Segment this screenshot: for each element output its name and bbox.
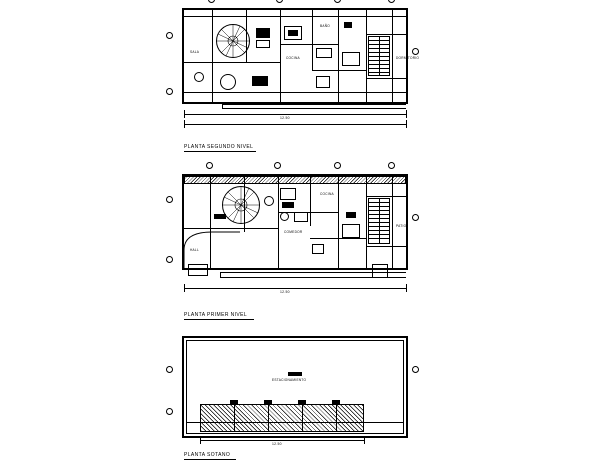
grid-bubble-icon bbox=[412, 48, 419, 55]
plan2-hpartition-1 bbox=[184, 228, 278, 229]
stair-center-line bbox=[379, 198, 380, 244]
grid-bubble-icon bbox=[334, 0, 341, 3]
plan2-dim-label: 12.50 bbox=[280, 290, 290, 294]
plan1-proj-left bbox=[222, 104, 223, 109]
plan1-partition-6 bbox=[366, 10, 367, 102]
plan1-proj-line-a bbox=[222, 104, 406, 105]
plan-first-level bbox=[160, 168, 430, 323]
plan2-hpartition-5 bbox=[366, 246, 408, 247]
plan3-slab-div-1 bbox=[234, 404, 235, 432]
plan2-fixture-7 bbox=[342, 224, 360, 238]
plan1-fixture-5 bbox=[316, 48, 332, 58]
dim-tick bbox=[406, 110, 407, 118]
grid-bubble-icon bbox=[166, 366, 173, 373]
plan2-room-label-3: PATIO bbox=[396, 224, 407, 228]
plan1-hpartition-5 bbox=[366, 78, 408, 79]
plan1-fixture-round bbox=[220, 74, 236, 90]
spiral-stair-spokes bbox=[216, 24, 250, 58]
plan2-room-label-0: HALL bbox=[190, 248, 199, 252]
plan3-room-label: ESTACIONAMIENTO bbox=[272, 378, 307, 382]
plan2-bottom-block-2 bbox=[372, 264, 388, 278]
plan2-fixture-6 bbox=[346, 212, 356, 218]
plan1-room-label-1: COCINA bbox=[286, 56, 300, 60]
grid-bubble-icon bbox=[166, 256, 173, 263]
plan2-hpartition-4 bbox=[366, 196, 408, 197]
grid-bubble-icon bbox=[334, 162, 341, 169]
plan1-title-rule bbox=[184, 151, 256, 152]
dim-tick bbox=[184, 284, 185, 292]
plan1-fixture-9 bbox=[342, 52, 360, 66]
plan2-fixture-2 bbox=[282, 202, 294, 208]
plan1-partition-3 bbox=[280, 10, 281, 102]
plan3-dim-label: 12.50 bbox=[272, 442, 282, 446]
plan1-fixture-round-2 bbox=[194, 72, 204, 82]
plan2-wall-right bbox=[406, 174, 408, 270]
plan2-title-rule bbox=[184, 319, 254, 320]
plan-basement bbox=[160, 330, 430, 460]
dim-tick bbox=[406, 284, 407, 292]
grid-bubble-icon bbox=[206, 162, 213, 169]
plan2-hpartition-3 bbox=[310, 238, 366, 239]
spiral-stair-spokes bbox=[222, 186, 260, 224]
plan2-fixture-3 bbox=[294, 212, 308, 222]
plan1-partition-1 bbox=[212, 10, 213, 102]
plan2-fixture-round-1 bbox=[264, 196, 274, 206]
plan1-room-label-3: DORMITORIO bbox=[396, 56, 420, 60]
plan1-fixture-8 bbox=[344, 22, 352, 28]
plan1-wall-left bbox=[182, 8, 184, 104]
plan1-fixture-1 bbox=[256, 28, 270, 38]
plan2-proj-left bbox=[220, 272, 221, 278]
plan3-title-rule bbox=[184, 459, 236, 460]
grid-bubble-icon bbox=[166, 196, 173, 203]
plan2-partition-4 bbox=[310, 176, 311, 226]
grid-bubble-icon bbox=[388, 162, 395, 169]
plan1-title: PLANTA SEGUNDO NIVEL bbox=[184, 144, 254, 150]
stair-center-line bbox=[379, 36, 380, 76]
plan2-fixture-4 bbox=[214, 214, 226, 219]
plan3-slab-div-3 bbox=[302, 404, 303, 432]
grid-bubble-icon bbox=[208, 0, 215, 3]
plan3-inner-line-right bbox=[403, 340, 404, 434]
plan1-room-label-0: SALA bbox=[190, 50, 200, 54]
plan2-partition-5 bbox=[338, 176, 339, 270]
plan3-wall-top bbox=[182, 336, 408, 338]
plan1-partition-5 bbox=[338, 10, 339, 102]
plan3-slab-marker-1 bbox=[230, 400, 238, 404]
plan1-fixture-2 bbox=[256, 40, 270, 48]
plan1-inner-offset-bottom bbox=[184, 92, 406, 93]
plan3-wall-left bbox=[182, 336, 184, 438]
plan1-hpartition-3 bbox=[312, 70, 366, 71]
plan1-inner-offset-top bbox=[184, 16, 406, 17]
plan3-inner-line-bottom bbox=[186, 433, 404, 434]
grid-bubble-icon bbox=[274, 162, 281, 169]
plan3-slab-div-2 bbox=[268, 404, 269, 432]
plan-second-level bbox=[160, 4, 430, 154]
plan3-parking-slab bbox=[200, 404, 364, 432]
plan2-fixture-5 bbox=[312, 244, 324, 254]
plan3-wall-right bbox=[406, 336, 408, 438]
plan1-partition-7 bbox=[392, 10, 393, 102]
plan3-inner-line-top bbox=[186, 340, 404, 341]
plan2-dim-line-1 bbox=[184, 288, 406, 289]
plan3-slab-marker-3 bbox=[298, 400, 306, 404]
plan3-dim-line-2 bbox=[200, 440, 364, 441]
grid-bubble-icon bbox=[412, 366, 419, 373]
plan1-fixture-4 bbox=[288, 30, 298, 36]
plan1-wall-top bbox=[182, 8, 408, 10]
plan2-partition-3 bbox=[278, 176, 279, 270]
dim-tick bbox=[184, 120, 185, 128]
plan3-slab-div-4 bbox=[336, 404, 337, 432]
grid-bubble-icon bbox=[166, 408, 173, 415]
dim-tick bbox=[406, 120, 407, 128]
plan2-fixture-1 bbox=[280, 188, 296, 200]
grid-bubble-icon bbox=[276, 0, 283, 3]
plan3-wall-bottom bbox=[182, 436, 408, 438]
plan1-partition-4 bbox=[312, 10, 313, 70]
plan1-dim-label: 12.50 bbox=[280, 116, 290, 120]
dim-tick bbox=[184, 110, 185, 118]
plan3-slab-marker-4 bbox=[332, 400, 340, 404]
plan2-room-label-1: COMEDOR bbox=[284, 230, 303, 234]
plan2-bottom-block-1 bbox=[188, 264, 208, 276]
plan1-hpartition-4 bbox=[366, 34, 408, 35]
plan2-room-label-2: COCINA bbox=[320, 192, 334, 196]
grid-bubble-icon bbox=[412, 214, 419, 221]
dim-tick bbox=[364, 436, 365, 444]
plan1-dim-line-2 bbox=[184, 124, 406, 125]
grid-bubble-icon bbox=[166, 88, 173, 95]
dim-tick bbox=[200, 436, 201, 444]
plan2-hatched-band bbox=[184, 176, 406, 184]
plan3-inner-line-left bbox=[186, 340, 187, 434]
plan1-dim-line-1 bbox=[184, 114, 406, 115]
plan1-hpartition-2 bbox=[280, 44, 338, 45]
plan3-title: PLANTA SOTANO bbox=[184, 452, 231, 458]
plan2-title: PLANTA PRIMER NIVEL bbox=[184, 312, 248, 318]
plan2-partition-7 bbox=[392, 176, 393, 270]
plan1-fixture-7 bbox=[316, 76, 330, 88]
plan3-center-marker bbox=[288, 372, 302, 376]
plan1-proj-line-b bbox=[222, 108, 406, 109]
plan2-fixture-round-2 bbox=[280, 212, 289, 221]
grid-bubble-icon bbox=[388, 0, 395, 3]
plan1-hpartition-1 bbox=[184, 62, 280, 63]
plan1-fixture-6 bbox=[252, 76, 268, 86]
plan1-room-label-2: BAÑO bbox=[320, 24, 331, 28]
grid-bubble-icon bbox=[166, 32, 173, 39]
plan3-dim-line-1 bbox=[186, 422, 404, 423]
plan3-slab-marker-2 bbox=[264, 400, 272, 404]
plan2-partition-6 bbox=[366, 176, 367, 270]
